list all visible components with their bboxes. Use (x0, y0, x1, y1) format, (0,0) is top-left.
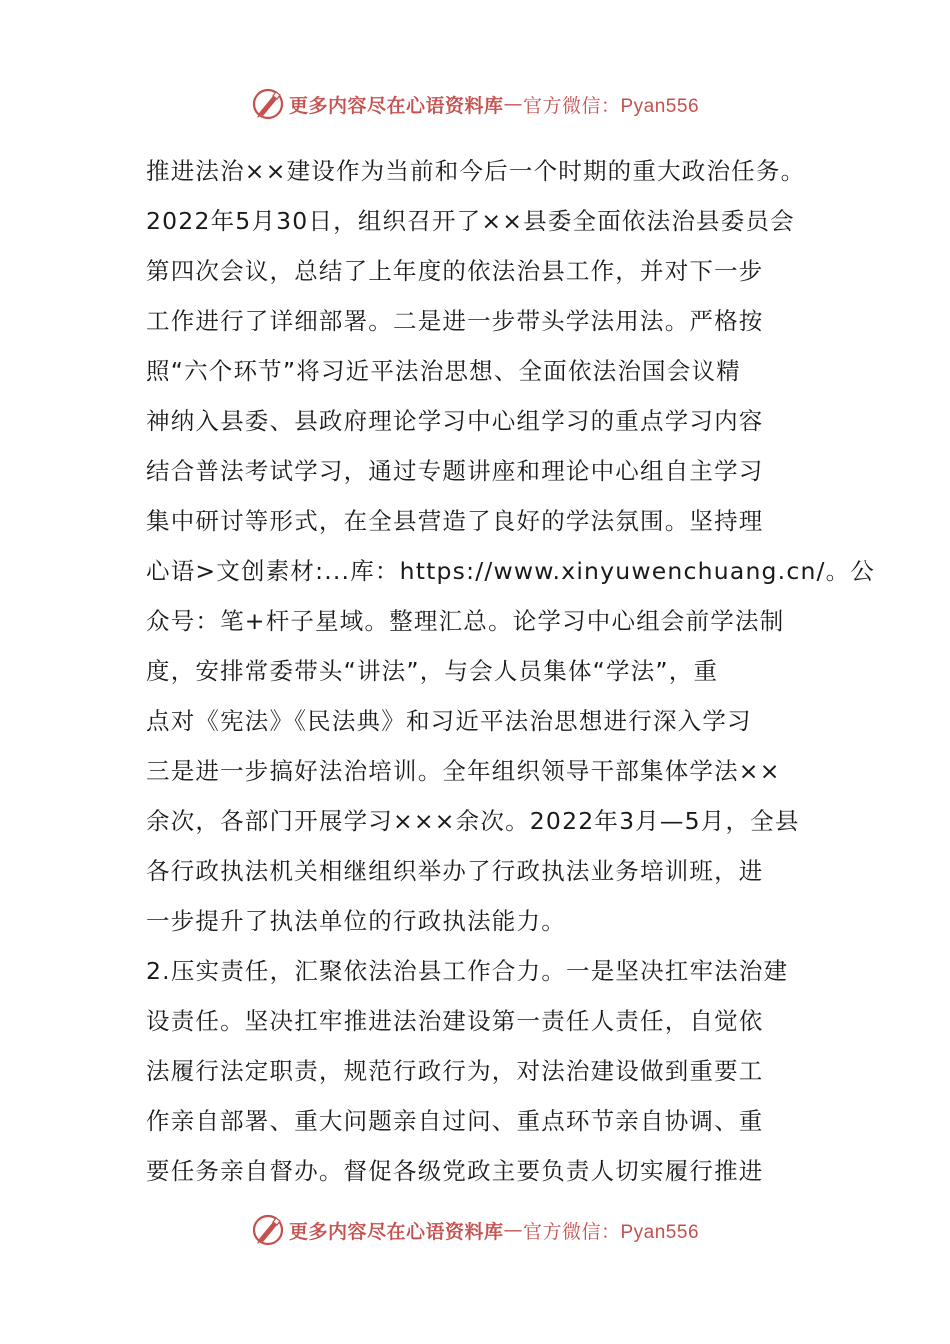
text-line: 集中研讨等形式，在全县营造了良好的学法氛围。坚持理 (146, 507, 764, 535)
text-line: 度，安排常委带头“讲法”，与会人员集体“学法”，重 (146, 657, 719, 685)
text-line: 众号：笔+杆子星域。整理汇总。论学习中心组会前学法制 (146, 607, 785, 635)
section-heading-line: 2.压实责任，汇聚依法治县工作合力。一是坚决扛牢法治建 (146, 957, 789, 985)
text-line: 工作进行了详细部署。二是进一步带头学法用法。严格按 (146, 307, 764, 335)
text-line: 结合普法考试学习，通过专题讲座和理论中心组自主学习 (146, 457, 764, 485)
text-line: 法履行法定职责，规范行政行为，对法治建设做到重要工 (146, 1057, 764, 1085)
text-line: 照“六个环节”将习近平法治思想、全面依法治国会议精 (146, 357, 741, 385)
watermark-header (0, 84, 950, 124)
text-line: 2022年5月30日，组织召开了××县委全面依法治县委员会 (146, 207, 795, 235)
text-line: 一步提升了执法单位的行政执法能力。 (146, 907, 566, 935)
text-line: 三是进一步搞好法治培训。全年组织领导干部集体学法×× (146, 757, 781, 785)
watermark-brand: 更多内容尽在心语资料库 (288, 94, 504, 117)
text-line: 推进法治××建设作为当前和今后一个时期的重大政治任务。 (146, 157, 806, 185)
text-line: 作亲自部署、重大问题亲自过问、重点环节亲自协调、重 (146, 1107, 764, 1135)
pen-logo-icon (251, 87, 285, 121)
watermark-dash: — (503, 1219, 523, 1241)
watermark-wechat: 官方微信：Pyan556 (523, 95, 700, 117)
text-line: 各行政执法机关相继组织举办了行政执法业务培训班，进 (146, 857, 764, 885)
text-line: 神纳入县委、县政府理论学习中心组学习的重点学习内容 (146, 407, 764, 435)
text-line: 设责任。坚决扛牢推进法治建设第一责任人责任，自觉依 (146, 1007, 764, 1035)
watermark-dash: — (503, 93, 523, 115)
text-line: 点对《宪法》《民法典》和习近平法治思想进行深入学习 (146, 707, 752, 735)
watermark-wechat: 官方微信：Pyan556 (523, 1221, 700, 1243)
text-line: 第四次会议，总结了上年度的依法治县工作，并对下一步 (146, 257, 764, 285)
watermark-footer (0, 1210, 950, 1250)
document-body (146, 146, 876, 1196)
text-line: 余次，各部门开展学习×××余次。2022年3月—5月，全县 (146, 807, 800, 835)
pen-logo-icon (251, 1213, 285, 1247)
watermark-brand: 更多内容尽在心语资料库 (288, 1220, 504, 1243)
source-link-line: 心语>文创素材:...库：https://www.xinyuwenchuang.cn/。公 (146, 557, 876, 585)
text-line: 要任务亲自督办。督促各级党政主要负责人切实履行推进 (146, 1157, 764, 1185)
